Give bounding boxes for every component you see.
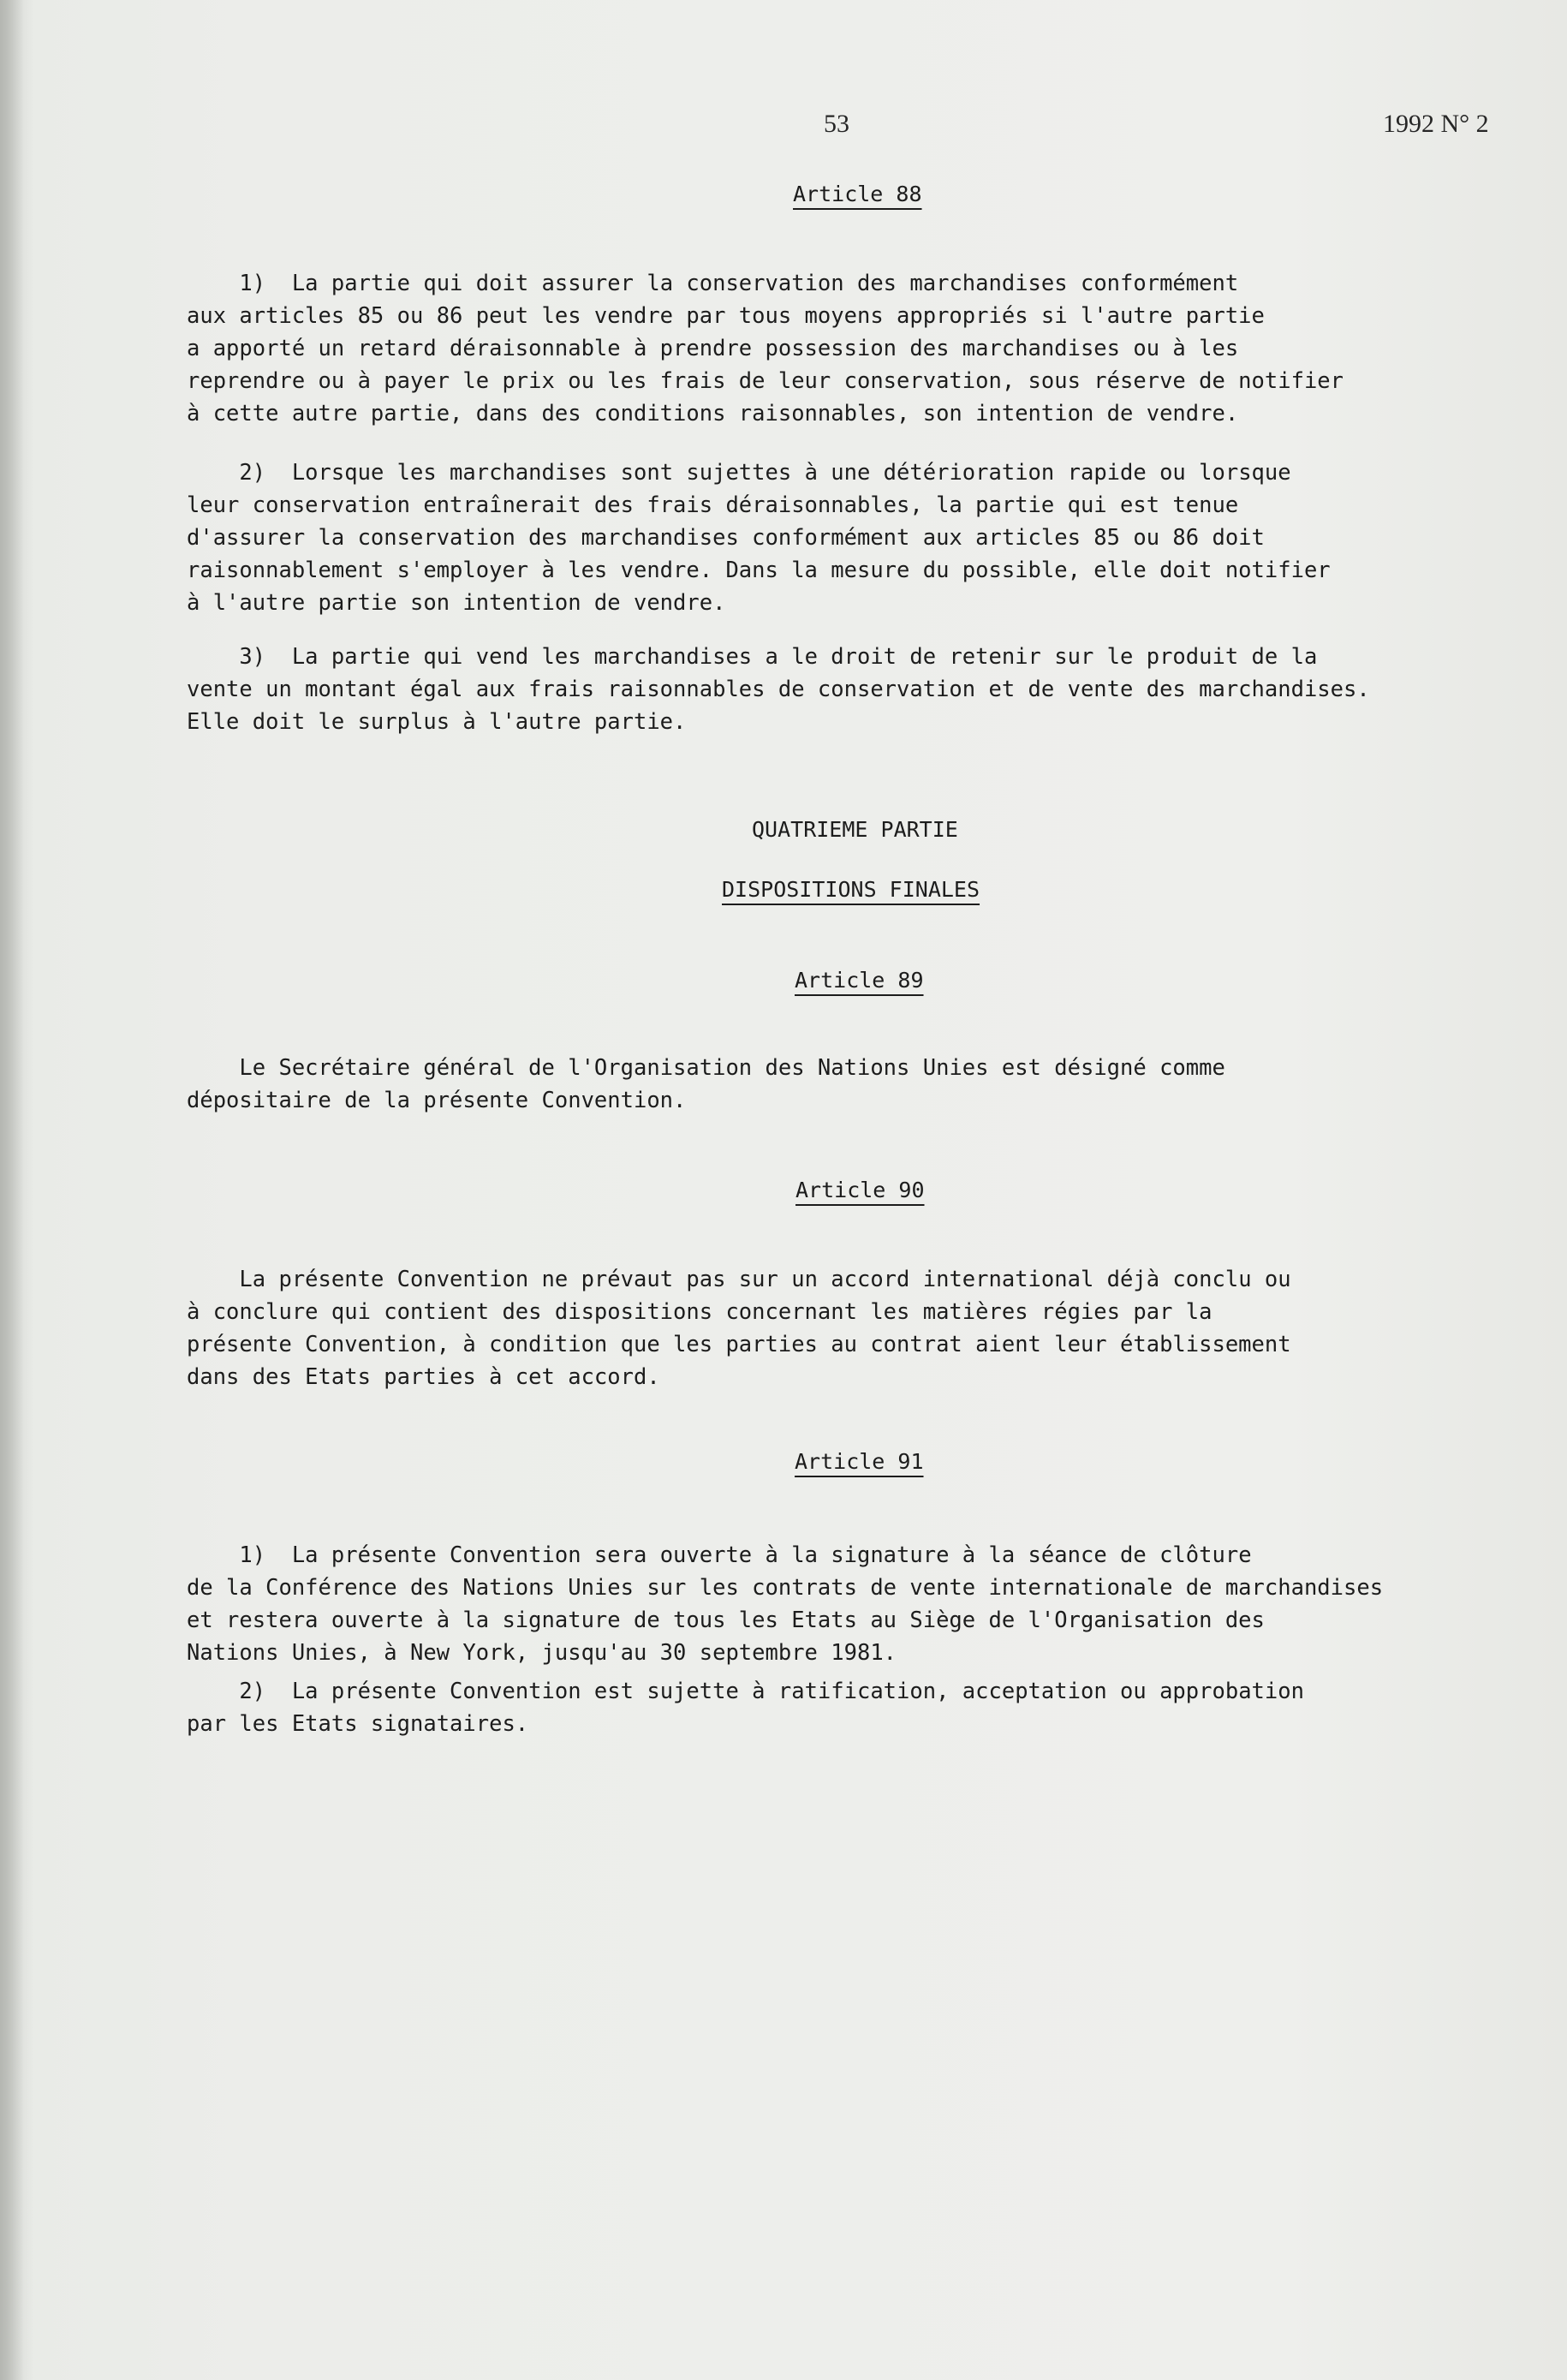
article-89-heading: Article 89 bbox=[795, 968, 924, 993]
page-number: 53 bbox=[824, 110, 849, 138]
article-90-paragraph-1: La présente Convention ne prévaut pas sur un accord international déjà conclu ou à conclure qui contient des dispositions concernant les matières régies par la présente Convention, à condition que les parties au contrat aient leur établissement dans des Etats parties à cet accord. bbox=[187, 1267, 1291, 1390]
journal-reference: 1992 N° 2 bbox=[1383, 110, 1489, 138]
article-90-heading: Article 90 bbox=[795, 1178, 925, 1202]
part-subtitle: DISPOSITIONS FINALES bbox=[722, 877, 980, 902]
article-91-paragraph-1: 1) La présente Convention sera ouverte à la signature à la séance de clôture de la Conférence des Nations Unies sur les contrats de vente internationale de marchandises et restera ouverte à la signature de tous les Etats au Siège de l'Organisation des Nations Unies, à New York, jusqu'au 30 septembre 1981. bbox=[187, 1542, 1384, 1666]
article-88-paragraph-3: 3) La partie qui vend les marchandises a le droit de retenir sur le produit de la vente un montant égal aux frais raisonnables de conservation et de vente des marchandises. Elle doit le surplus à l'autre partie. bbox=[187, 644, 1370, 735]
binding-shadow bbox=[0, 0, 24, 2380]
article-91-paragraph-2: 2) La présente Convention est sujette à ratification, acceptation ou approbation par les Etats signataires. bbox=[187, 1679, 1304, 1737]
article-88-paragraph-2: 2) Lorsque les marchandises sont sujettes à une détérioration rapide ou lorsque leur conservation entraînerait des frais déraisonnables, la partie qui est tenue d'assurer la conservation des marchandises conformément aux articles 85 ou 86 doit raisonnablement s'employer à les vendre. Dans la mesure du possible, elle doit notifier à l'autre partie son intention de vendre. bbox=[187, 460, 1331, 616]
article-91-heading: Article 91 bbox=[795, 1449, 924, 1474]
article-88-heading: Article 88 bbox=[793, 182, 922, 206]
article-89-paragraph-1: Le Secrétaire général de l'Organisation des Nations Unies est désigné comme dépositaire de la présente Convention. bbox=[187, 1055, 1225, 1113]
part-title: QUATRIEME PARTIE bbox=[752, 817, 958, 842]
article-88-paragraph-1: 1) La partie qui doit assurer la conservation des marchandises conformément aux articles 85 ou 86 peut les vendre par tous moyens appropriés si l'autre partie a apporté un retard déraisonnable à prendre possession des marchandises ou à les reprendre ou à payer le prix ou les frais de leur conservation, sous réserve de notifier à cette autre partie, dans des conditions raisonnables, son intention de vendre. bbox=[187, 271, 1344, 426]
